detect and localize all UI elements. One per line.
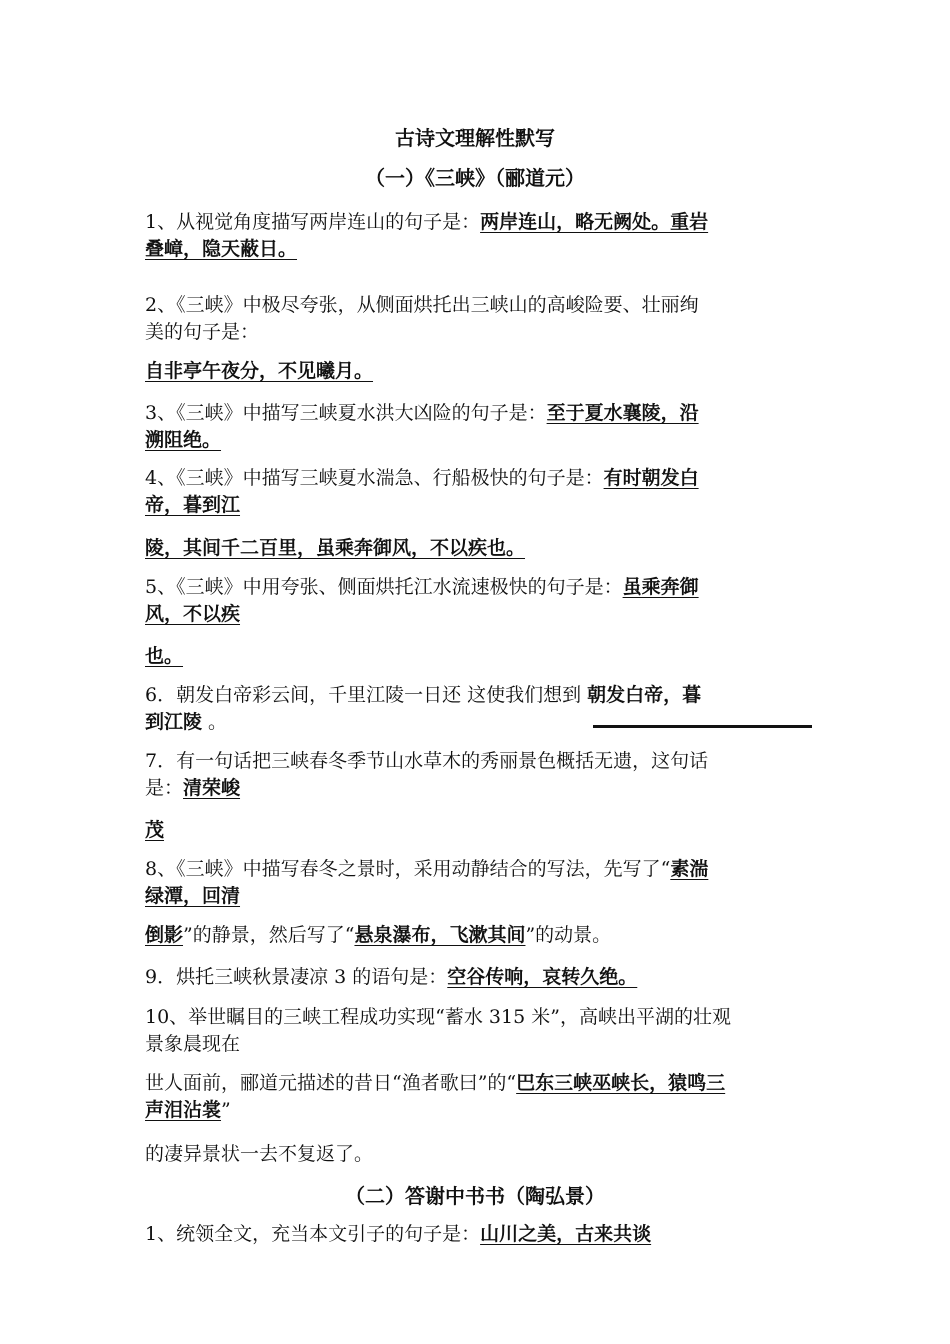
question-text: 景象晨现在 [145,1033,241,1055]
question-5 [145,572,699,599]
question-text: 3、《三峡》中描写三峡夏水洪大凶险的句子是： [145,402,547,424]
question-9 [145,962,637,989]
question-7-cont [145,773,240,800]
question-2 [145,290,699,317]
answer-text: 悬泉瀑布，飞漱其间 [354,924,526,946]
question-10-cont [145,1029,240,1056]
document-title: 古诗文理解性默写 [395,126,555,150]
answer-text: 到江陵 [145,711,203,733]
question-4-cont [145,490,240,517]
question-6-cont [145,707,227,734]
question-text: 世人面前，郦道元描述的昔日“渔者歌曰”的“ [145,1072,517,1094]
question-6 [145,680,701,707]
question-text: ”的静景，然后写了“ [183,924,355,946]
answer-text: 空谷传响，哀转久绝。 [447,966,638,988]
answer-text: 自非亭午夜分，不见曦月。 [145,360,374,382]
question-1 [145,207,708,234]
question-10-cont-3 [145,1095,231,1122]
question-3-cont [145,425,221,452]
question-10-cont-4 [145,1139,373,1166]
question-1-cont [145,234,297,261]
answer-text: 也。 [145,645,184,667]
question-text: 2、《三峡》中极尽夸张，从侧面烘托出三峡山的高峻险要、壮丽绚 [145,294,699,316]
section2-question-1 [145,1219,651,1246]
question-8 [145,854,708,881]
answer-text: 朝发白帝，暮 [587,684,702,706]
question-8-cont [145,881,240,908]
answer-text: 至于夏水襄陵，沿 [546,402,699,424]
question-text: 是： [145,777,184,799]
answer-text: 有时朝发白 [603,467,699,489]
answer-text: 声泪沾裳 [145,1099,222,1121]
question-2-cont [145,317,259,344]
question-text: 6．朝发白帝彩云间，千里江陵一日还 这使我们想到 [145,684,588,706]
question-10-cont-2 [145,1068,725,1095]
question-text: 7．有一句话把三峡春冬季节山水草木的秀丽景色概括无遗，这句话 [145,750,709,772]
question-text: 的凄异景状一去不复返了。 [145,1143,374,1165]
question-7-cont-2 [145,815,164,842]
question-4-cont-2 [145,533,525,560]
question-text: 4、《三峡》中描写三峡夏水湍急、行船极快的句子是： [145,467,604,489]
question-text: 10、举世瞩目的三峡工程成功实现“蓄水 315 米”，高峡出平湖的壮观 [145,1006,731,1028]
answer-text: 巴东三峡巫峡长，猿鸣三 [516,1072,726,1094]
answer-text: 山川之美，古来共谈 [480,1223,652,1245]
answer-text: 风，不以疾 [145,603,241,625]
question-8-cont-2 [145,920,611,947]
section-heading-sanxia: （一）《三峡》（郦道元） [365,166,585,190]
section-heading-dxzss: （二）答谢中书书（陶弘景） [345,1184,605,1208]
question-text: 5、《三峡》中用夸张、侧面烘托江水流速极快的句子是： [145,576,623,598]
question-text: ” [221,1099,231,1121]
answer-text: 帝，暮到江 [145,494,241,516]
answer-text: 素湍 [670,858,709,880]
answer-text: 虽乘奔御 [622,576,699,598]
question-text: 8、《三峡》中描写春冬之景时，采用动静结合的写法，先写了“ [145,858,671,880]
question-text: ”的动景。 [525,924,612,946]
answer-blank-line [593,725,812,728]
question-5-cont [145,599,240,626]
question-7 [145,746,708,773]
answer-text: 溯阻绝。 [145,429,222,451]
question-text: 9．烘托三峡秋景凄凉 3 的语句是： [145,966,448,988]
question-text: 1、统领全文，充当本文引子的句子是： [145,1223,481,1245]
question-10 [145,1002,731,1029]
answer-text: 陵，其间千二百里，虽乘奔御风，不以疾也。 [145,537,526,559]
question-text: 1、从视觉角度描写两岸连山的句子是： [145,211,481,233]
answer-text: 两岸连山，略无阙处。重岩 [480,211,709,233]
answer-text: 清荣峻 [183,777,241,799]
answer-text: 倒影 [145,924,184,946]
question-4 [145,463,699,490]
answer-text: 叠嶂，隐天蔽日。 [145,238,298,260]
question-text: 。 [202,711,228,733]
question-5-cont-2 [145,641,183,668]
question-2-answer [145,356,373,383]
question-text: 美的句子是： [145,321,260,343]
answer-text: 绿潭，回清 [145,885,241,907]
answer-text: 茂 [145,819,165,841]
question-3 [145,398,699,425]
